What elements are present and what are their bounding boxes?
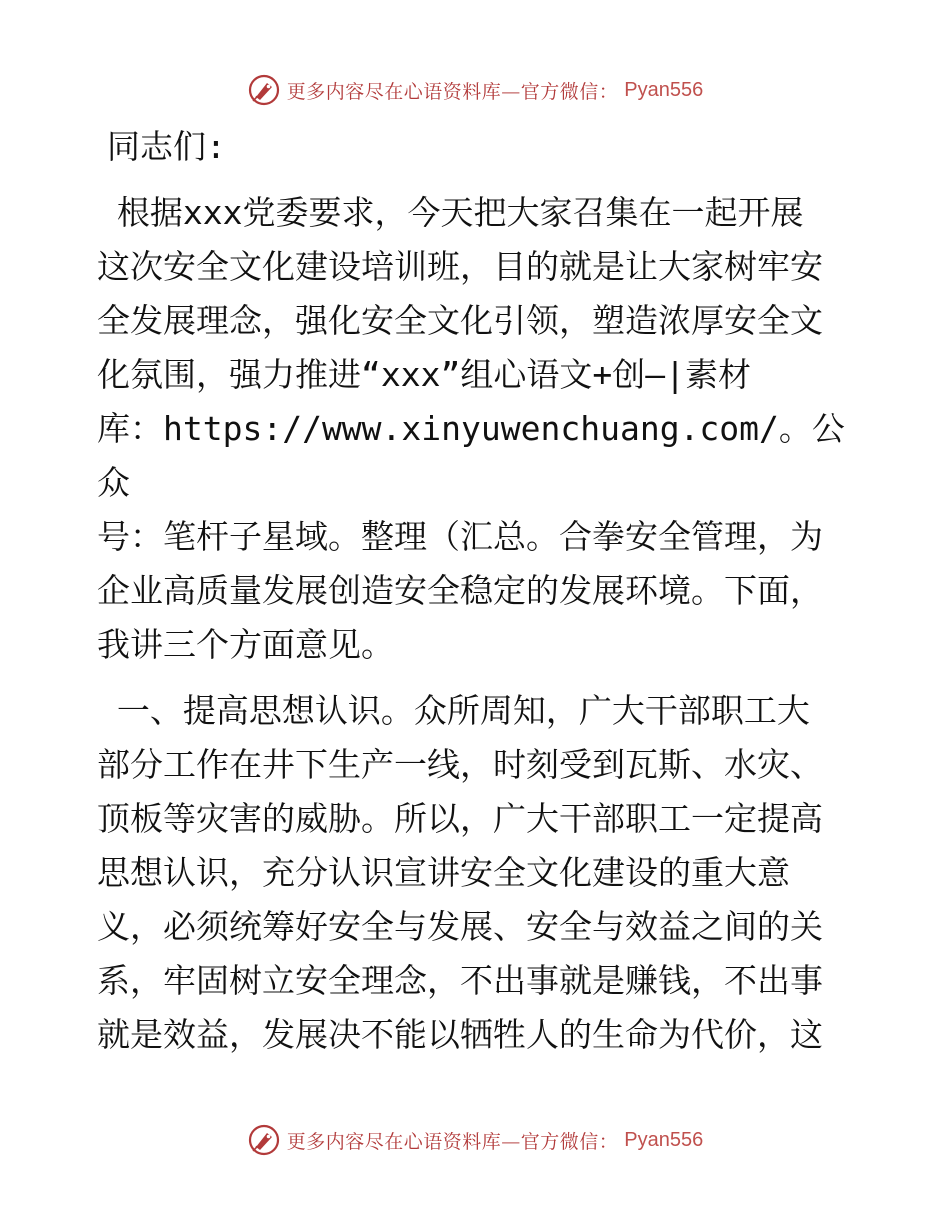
text-line: 号：笔杆子星域。整理（汇总。合拳安全管理，为 xyxy=(97,517,823,556)
text-line: 顶板等灾害的威胁。所以，广大干部职工一定提高 xyxy=(97,799,823,838)
text-line: 部分工作在井下生产一线，时刻受到瓦斯、水灾、 xyxy=(97,745,823,784)
text-line: 全发展理念，强化安全文化引领，塑造浓厚安全文 xyxy=(97,301,823,340)
greeting-line: 同志们: xyxy=(107,127,226,166)
text-line: 库：https://www.xinyuwenchuang.com/。公众 xyxy=(97,409,845,502)
banner-wechat-id: Pyan556 xyxy=(624,78,704,101)
text-line: 企业高质量发展创造安全稳定的发展环境。下面， xyxy=(97,571,823,610)
text-line: 就是效益，发展决不能以牺牲人的生命为代价，这 xyxy=(97,1015,823,1054)
text-line: 这次安全文化建设培训班，目的就是让大家树牢安 xyxy=(97,247,823,286)
text-line: 义，必须统筹好安全与发展、安全与效益之间的关 xyxy=(97,907,823,946)
paragraph-section-one xyxy=(97,684,857,1062)
text-line: 根据xxx党委要求，今天把大家召集在一起开展 xyxy=(97,193,804,232)
header-watermark-banner xyxy=(0,70,950,110)
banner-wechat-id: Pyan556 xyxy=(624,1128,704,1151)
pen-nib-logo-icon xyxy=(247,1123,281,1157)
paragraph-intro xyxy=(97,186,857,672)
text-line: 思想认识，充分认识宣讲安全文化建设的重大意 xyxy=(97,853,790,892)
text-line: 一、提高思想认识。众所周知，广大干部职工大 xyxy=(97,691,810,730)
pen-nib-logo-icon xyxy=(247,73,281,107)
text-line: 化氛围，强力推进“xxx”组心语文+创—|素材 xyxy=(97,355,751,394)
document-body xyxy=(97,120,857,1062)
footer-watermark-banner xyxy=(0,1120,950,1160)
banner-brand-text: 更多内容尽在心语资料库—官方微信： xyxy=(286,1130,619,1153)
banner-brand-text: 更多内容尽在心语资料库—官方微信： xyxy=(286,80,619,103)
text-line: 我讲三个方面意见。 xyxy=(97,625,394,664)
text-line: 系，牢固树立安全理念，不出事就是赚钱，不出事 xyxy=(97,961,823,1000)
